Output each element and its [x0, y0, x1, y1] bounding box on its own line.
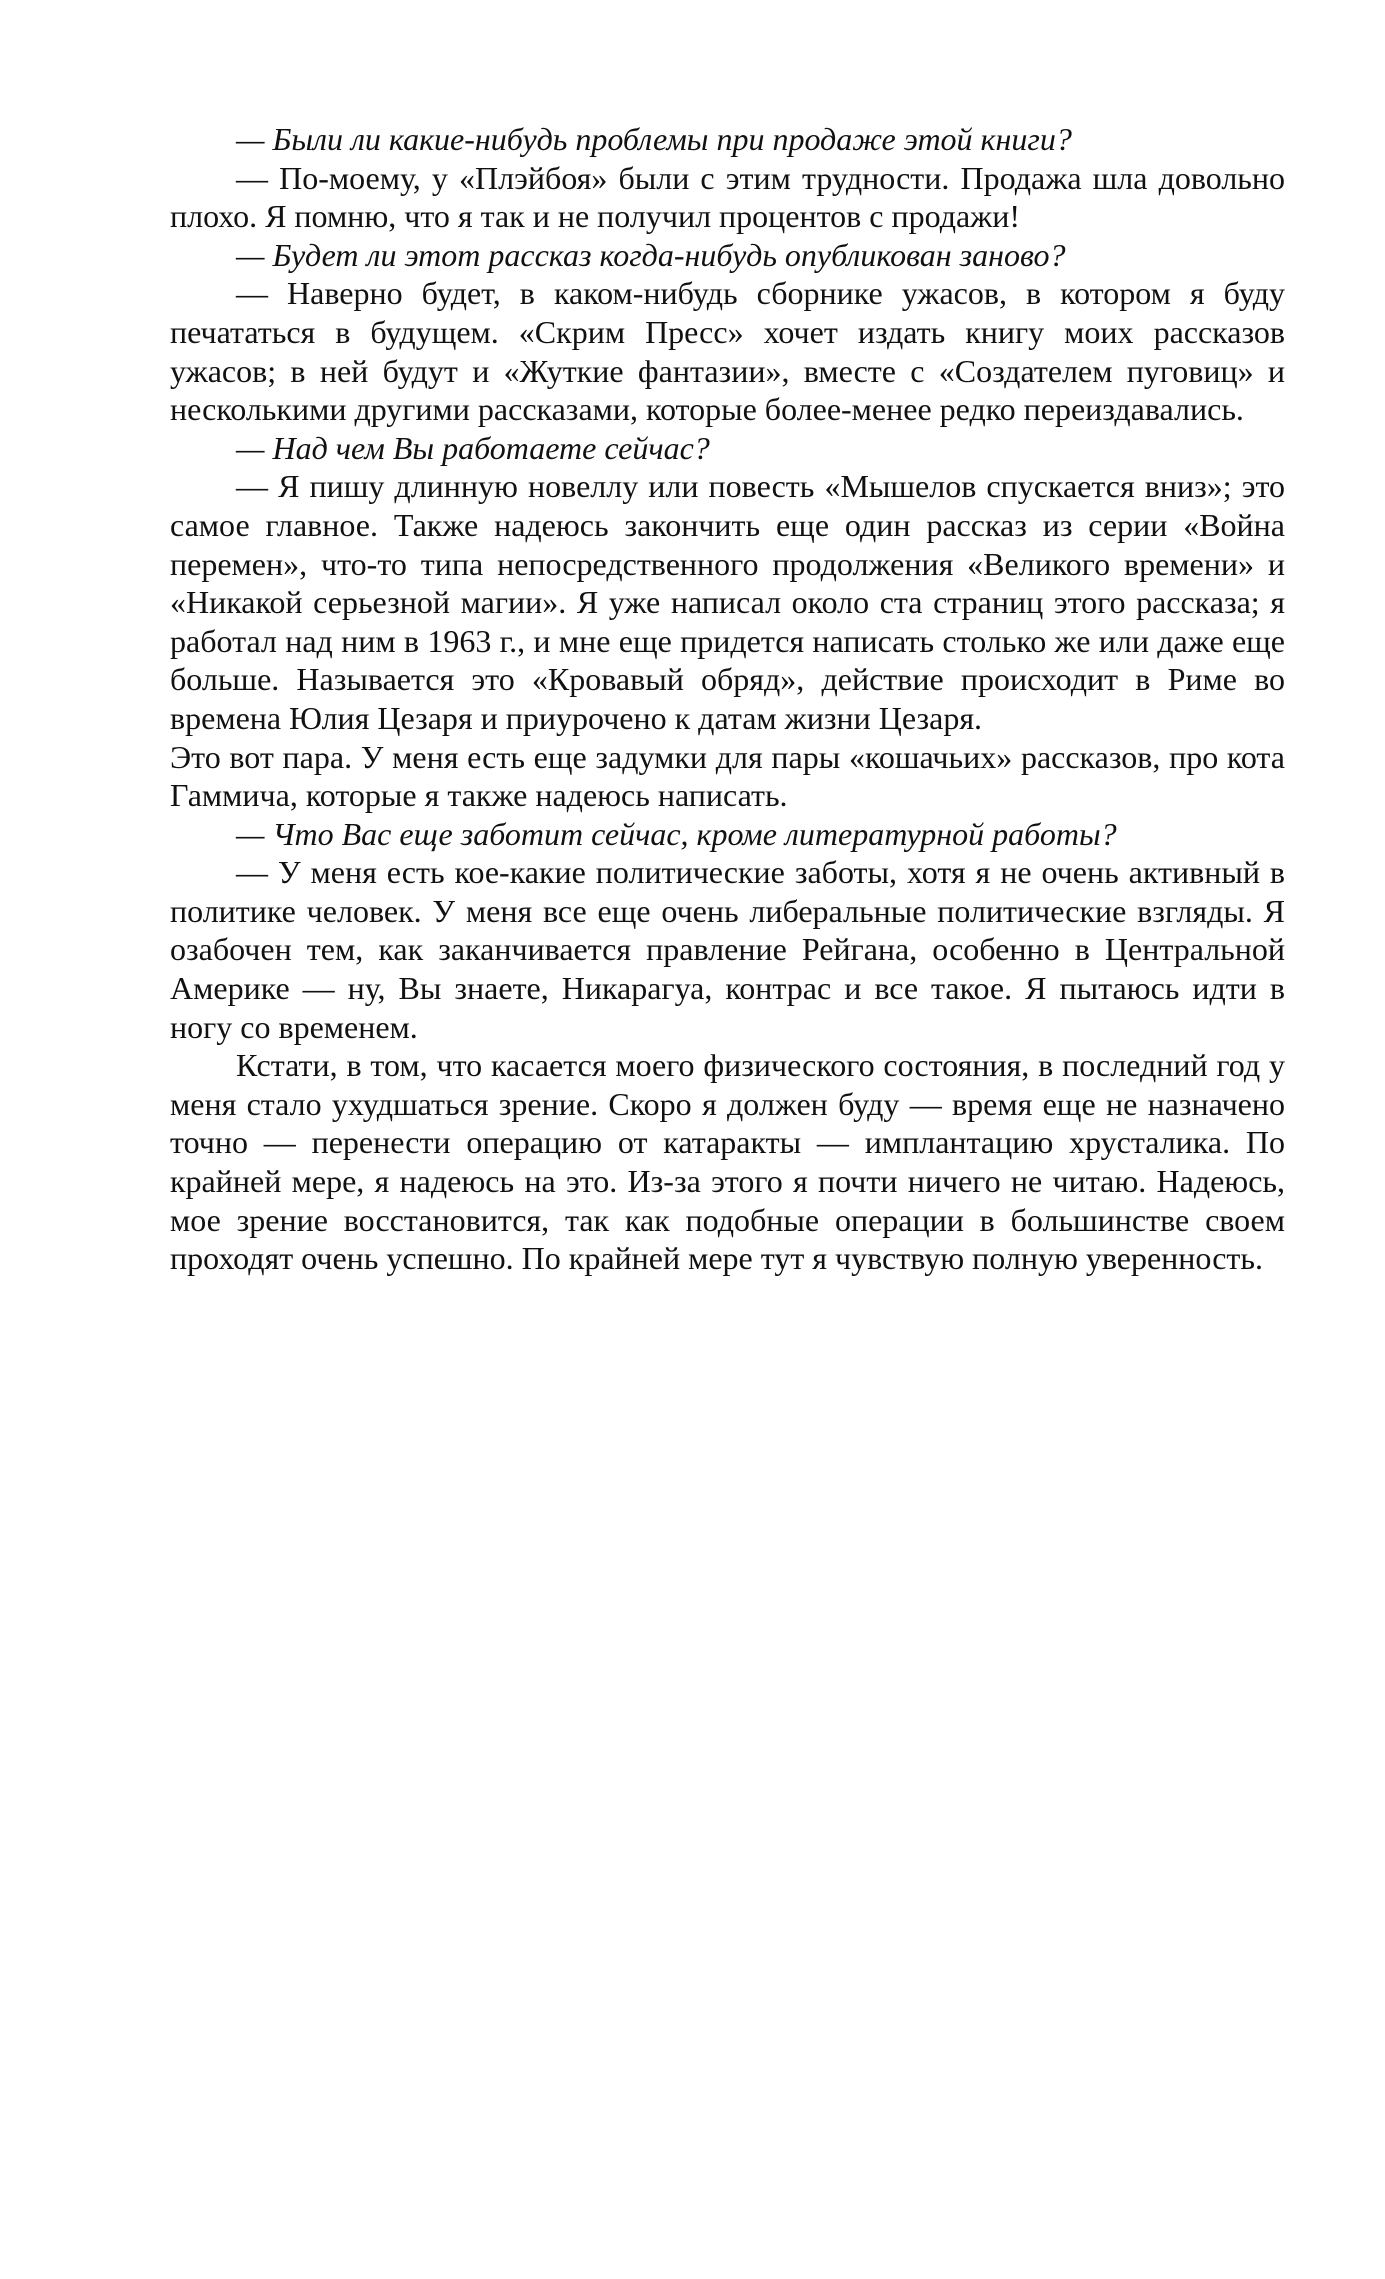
document-page — [170, 120, 1285, 1278]
answer-continuation: Это вот пара. У меня есть еще задумки для пары «кошачьих» рассказов, про кота Гаммича, которые я также надеюсь написать. — [170, 738, 1285, 814]
interview-question: — Над чем Вы работаете сейчас? — [236, 429, 710, 466]
interview-answer: — Я пишу длинную новеллу или повесть «Мышелов спускается вниз»; это самое главное. Также надеюсь закончить еще один рассказ из серии «Война перемен», что-то типа непосредственного продолжения «Великого времени» и «Никакой серьезной магии». Я уже написал около ста страниц этого рассказа; я работал над ним в 1963 г., и мне еще придется написать столько же или даже еще больше. Называется это «Кровавый обряд», действие происходит в Риме во времена Юлия Цезаря и приурочено к датам жизни Цезаря. — [170, 468, 1285, 736]
answer-continuation: Кстати, в том, что касается моего физического состояния, в последний год у меня стало ухудшаться зрение. Скоро я должен буду — время еще не назначено точно — перенести операцию от катаракты — имплантацию хрусталика. По крайней мере, я надеюсь на это. Из-за этого я почти ничего не читаю. Надеюсь, мое зрение восстановится, так как подобные операции в большинстве своем проходят очень успешно. По крайней мере тут я чувствую полную уверенность. — [170, 1047, 1285, 1277]
interview-answer: — Наверно будет, в каком-нибудь сборнике ужасов, в котором я буду печататься в будущем. «Скрим Пресс» хочет издать книгу моих рассказов ужасов; в ней будут и «Жуткие фантазии», вместе с «Создателем пуговиц» и несколькими другими рассказами, которые более-менее редко переиздавались. — [170, 275, 1285, 428]
interview-answer: — По-моему, у «Плэйбоя» были с этим трудности. Продажа шла довольно плохо. Я помню, что я так и не получил процентов с продажи! — [170, 159, 1285, 235]
interview-answer: — У меня есть кое-какие политические заботы, хотя я не очень активный в политике человек. У меня все еще очень либеральные политические взгляды. Я озабочен тем, как заканчивается правление Рейгана, особенно в Центральной Америке — ну, Вы знаете, Никарагуа, контрас и все такое. Я пытаюсь идти в ногу со временем. — [170, 854, 1285, 1045]
interview-question: — Что Вас еще заботит сейчас, кроме литературной работы? — [236, 815, 1117, 852]
interview-question: — Будет ли этот рассказ когда-нибудь опубликован заново? — [236, 236, 1066, 273]
interview-question: — Были ли какие-нибудь проблемы при продаже этой книги? — [236, 121, 1072, 157]
